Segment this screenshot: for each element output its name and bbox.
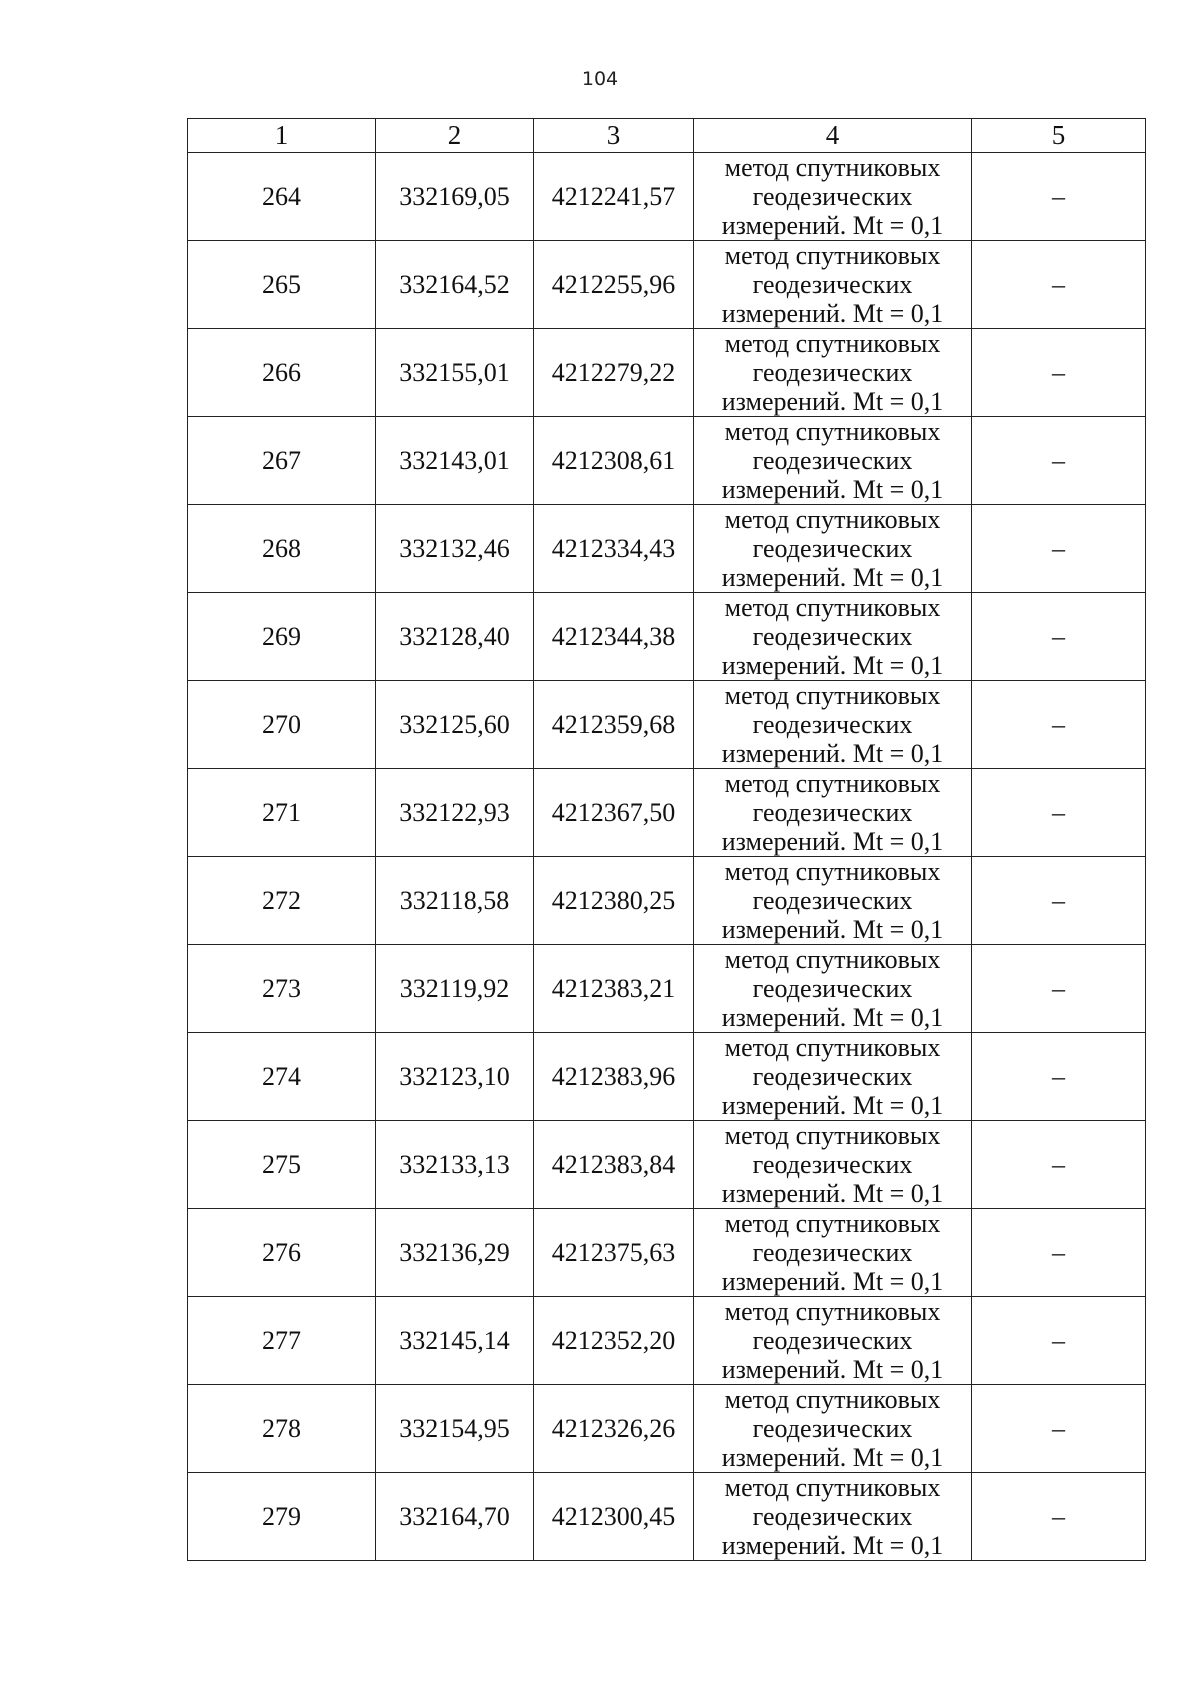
method-line: метод спутниковых [724, 1033, 941, 1062]
point-number-cell: 271 [188, 769, 376, 857]
y-coordinate-cell: 4212308,61 [534, 417, 694, 505]
table-row [188, 945, 1146, 1033]
table-row [188, 153, 1146, 241]
point-number-cell: 270 [188, 681, 376, 769]
y-coordinate-cell: 4212300,45 [534, 1473, 694, 1561]
method-cell [694, 1297, 972, 1385]
table-row [188, 857, 1146, 945]
method-cell [694, 241, 972, 329]
method-line: метод спутниковых [724, 1297, 941, 1326]
method-line: измерений. Mt = 0,1 [721, 1179, 944, 1208]
method-line: измерений. Mt = 0,1 [721, 299, 944, 328]
table-row [188, 681, 1146, 769]
column-header-3: 3 [534, 119, 694, 153]
x-coordinate-cell: 332128,40 [376, 593, 534, 681]
method-line: метод спутниковых [724, 1473, 941, 1502]
x-coordinate-cell: 332169,05 [376, 153, 534, 241]
method-line: измерений. Mt = 0,1 [721, 915, 944, 944]
method-cell [694, 417, 972, 505]
method-line: геодезических [752, 622, 913, 651]
table-row [188, 1297, 1146, 1385]
method-line: геодезических [752, 358, 913, 387]
header-row [188, 119, 1146, 153]
method-line: измерений. Mt = 0,1 [721, 387, 944, 416]
point-number-cell: 273 [188, 945, 376, 1033]
note-cell: – [972, 1121, 1146, 1209]
table-row [188, 769, 1146, 857]
method-line: измерений. Mt = 0,1 [721, 211, 944, 240]
method-line: метод спутниковых [724, 1121, 941, 1150]
method-line: геодезических [752, 1502, 913, 1531]
method-line: измерений. Mt = 0,1 [721, 1531, 944, 1560]
column-header-2: 2 [376, 119, 534, 153]
method-line: метод спутниковых [724, 857, 941, 886]
method-line: измерений. Mt = 0,1 [721, 1443, 944, 1472]
method-line: геодезических [752, 534, 913, 563]
table-row [188, 241, 1146, 329]
table-row [188, 1385, 1146, 1473]
y-coordinate-cell: 4212383,96 [534, 1033, 694, 1121]
method-cell [694, 1033, 972, 1121]
method-line: геодезических [752, 1326, 913, 1355]
table-row [188, 1121, 1146, 1209]
table-header [188, 119, 1146, 153]
method-line: измерений. Mt = 0,1 [721, 1003, 944, 1032]
point-number-cell: 267 [188, 417, 376, 505]
table-row [188, 1473, 1146, 1561]
table-row [188, 329, 1146, 417]
method-line: метод спутниковых [724, 505, 941, 534]
x-coordinate-cell: 332164,70 [376, 1473, 534, 1561]
y-coordinate-cell: 4212326,26 [534, 1385, 694, 1473]
method-line: метод спутниковых [724, 329, 941, 358]
column-header-1: 1 [188, 119, 376, 153]
note-cell: – [972, 153, 1146, 241]
note-cell: – [972, 329, 1146, 417]
note-cell: – [972, 1209, 1146, 1297]
y-coordinate-cell: 4212352,20 [534, 1297, 694, 1385]
method-cell [694, 329, 972, 417]
method-line: метод спутниковых [724, 1209, 941, 1238]
method-cell [694, 945, 972, 1033]
method-line: метод спутниковых [724, 945, 941, 974]
method-line: метод спутниковых [724, 593, 941, 622]
method-line: измерений. Mt = 0,1 [721, 827, 944, 856]
note-cell: – [972, 769, 1146, 857]
coordinates-table [187, 118, 1146, 1561]
y-coordinate-cell: 4212383,21 [534, 945, 694, 1033]
x-coordinate-cell: 332154,95 [376, 1385, 534, 1473]
table-body [188, 153, 1146, 1561]
note-cell: – [972, 593, 1146, 681]
note-cell: – [972, 241, 1146, 329]
point-number-cell: 276 [188, 1209, 376, 1297]
method-line: метод спутниковых [724, 153, 941, 182]
x-coordinate-cell: 332133,13 [376, 1121, 534, 1209]
x-coordinate-cell: 332136,29 [376, 1209, 534, 1297]
y-coordinate-cell: 4212255,96 [534, 241, 694, 329]
method-cell [694, 505, 972, 593]
method-cell [694, 769, 972, 857]
note-cell: – [972, 681, 1146, 769]
method-cell [694, 1385, 972, 1473]
note-cell: – [972, 945, 1146, 1033]
y-coordinate-cell: 4212241,57 [534, 153, 694, 241]
x-coordinate-cell: 332122,93 [376, 769, 534, 857]
note-cell: – [972, 1033, 1146, 1121]
y-coordinate-cell: 4212383,84 [534, 1121, 694, 1209]
table-row [188, 505, 1146, 593]
method-cell [694, 1209, 972, 1297]
method-line: геодезических [752, 270, 913, 299]
x-coordinate-cell: 332123,10 [376, 1033, 534, 1121]
x-coordinate-cell: 332125,60 [376, 681, 534, 769]
point-number-cell: 269 [188, 593, 376, 681]
note-cell: – [972, 505, 1146, 593]
method-line: измерений. Mt = 0,1 [721, 1355, 944, 1384]
x-coordinate-cell: 332145,14 [376, 1297, 534, 1385]
note-cell: – [972, 857, 1146, 945]
method-line: геодезических [752, 886, 913, 915]
column-header-4: 4 [694, 119, 972, 153]
method-cell [694, 681, 972, 769]
method-cell [694, 153, 972, 241]
method-cell [694, 857, 972, 945]
table-row [188, 593, 1146, 681]
point-number-cell: 278 [188, 1385, 376, 1473]
method-line: геодезических [752, 182, 913, 211]
method-line: геодезических [752, 974, 913, 1003]
x-coordinate-cell: 332143,01 [376, 417, 534, 505]
method-line: геодезических [752, 1238, 913, 1267]
note-cell: – [972, 1385, 1146, 1473]
x-coordinate-cell: 332164,52 [376, 241, 534, 329]
method-line: геодезических [752, 710, 913, 739]
y-coordinate-cell: 4212279,22 [534, 329, 694, 417]
x-coordinate-cell: 332132,46 [376, 505, 534, 593]
method-line: геодезических [752, 1062, 913, 1091]
point-number-cell: 275 [188, 1121, 376, 1209]
table-row [188, 1033, 1146, 1121]
y-coordinate-cell: 4212344,38 [534, 593, 694, 681]
method-line: геодезических [752, 798, 913, 827]
point-number-cell: 277 [188, 1297, 376, 1385]
point-number-cell: 264 [188, 153, 376, 241]
method-line: измерений. Mt = 0,1 [721, 651, 944, 680]
method-line: измерений. Mt = 0,1 [721, 1091, 944, 1120]
x-coordinate-cell: 332155,01 [376, 329, 534, 417]
method-line: геодезических [752, 1150, 913, 1179]
method-line: геодезических [752, 1414, 913, 1443]
x-coordinate-cell: 332119,92 [376, 945, 534, 1033]
method-line: метод спутниковых [724, 769, 941, 798]
method-cell [694, 593, 972, 681]
method-line: метод спутниковых [724, 681, 941, 710]
point-number-cell: 268 [188, 505, 376, 593]
method-line: измерений. Mt = 0,1 [721, 563, 944, 592]
method-line: метод спутниковых [724, 1385, 941, 1414]
point-number-cell: 272 [188, 857, 376, 945]
method-line: геодезических [752, 446, 913, 475]
x-coordinate-cell: 332118,58 [376, 857, 534, 945]
note-cell: – [972, 1473, 1146, 1561]
y-coordinate-cell: 4212367,50 [534, 769, 694, 857]
method-line: измерений. Mt = 0,1 [721, 475, 944, 504]
y-coordinate-cell: 4212334,43 [534, 505, 694, 593]
note-cell: – [972, 417, 1146, 505]
column-header-5: 5 [972, 119, 1146, 153]
y-coordinate-cell: 4212375,63 [534, 1209, 694, 1297]
note-cell: – [972, 1297, 1146, 1385]
table-row [188, 1209, 1146, 1297]
point-number-cell: 274 [188, 1033, 376, 1121]
method-line: измерений. Mt = 0,1 [721, 739, 944, 768]
method-line: метод спутниковых [724, 417, 941, 446]
method-line: измерений. Mt = 0,1 [721, 1267, 944, 1296]
point-number-cell: 279 [188, 1473, 376, 1561]
table-row [188, 417, 1146, 505]
y-coordinate-cell: 4212359,68 [534, 681, 694, 769]
method-cell [694, 1121, 972, 1209]
point-number-cell: 266 [188, 329, 376, 417]
point-number-cell: 265 [188, 241, 376, 329]
y-coordinate-cell: 4212380,25 [534, 857, 694, 945]
method-cell [694, 1473, 972, 1561]
page-number: 104 [581, 68, 619, 90]
method-line: метод спутниковых [724, 241, 941, 270]
